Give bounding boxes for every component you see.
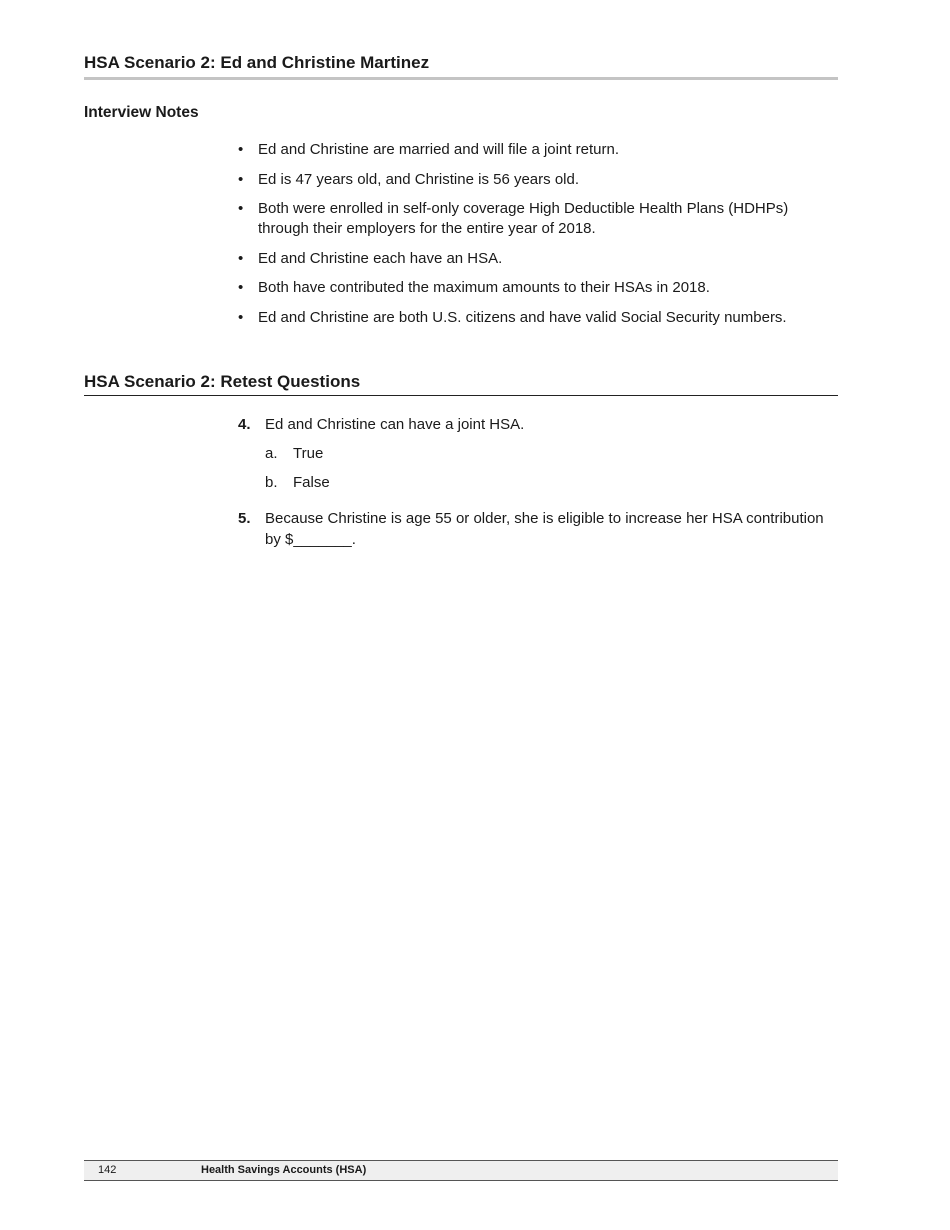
question-text: Because Christine is age 55 or older, she is eligible to increase her HSA contribution by $_______. — [265, 510, 824, 548]
page-number: 142 — [98, 1164, 117, 1176]
section-title-retest: HSA Scenario 2: Retest Questions — [84, 372, 838, 396]
bullet-icon: • — [238, 249, 244, 267]
note-item — [238, 170, 828, 190]
option-letter: b. — [265, 474, 278, 491]
retest-questions — [238, 414, 838, 550]
option-text: True — [293, 445, 324, 462]
note-item — [238, 140, 828, 160]
interview-notes-list — [238, 140, 828, 337]
note-text: Both have contributed the maximum amounts to their HSAs in 2018. — [258, 279, 710, 296]
note-text: Both were enrolled in self-only coverage High Deductible Health Plans (HDHPs) through their employers for the entire year of 2018. — [258, 200, 789, 237]
bullet-icon: • — [238, 308, 244, 326]
note-text: Ed and Christine each have an HSA. — [258, 249, 503, 267]
footer-title: Health Savings Accounts (HSA) — [201, 1164, 367, 1176]
bullet-icon: • — [238, 141, 244, 158]
section-title-interview: HSA Scenario 2: Ed and Christine Martinez — [84, 53, 838, 80]
note-text: Ed is 47 years old, and Christine is 56 years old. — [258, 170, 579, 188]
bullet-icon: • — [238, 170, 244, 188]
question-number: 5. — [238, 510, 251, 527]
page-footer — [84, 1160, 838, 1181]
option-text: False — [293, 474, 330, 491]
question-text: Ed and Christine can have a joint HSA. — [265, 416, 525, 433]
answer-option-false — [265, 472, 838, 493]
note-item — [238, 308, 828, 328]
bullet-icon: • — [238, 279, 244, 296]
note-text: Ed and Christine are both U.S. citizens and have valid Social Security numbers. — [258, 308, 787, 326]
note-text: Ed and Christine are married and will file a joint return. — [258, 141, 620, 158]
note-item — [238, 199, 828, 239]
question-number: 4. — [238, 416, 251, 433]
answer-options — [265, 443, 838, 493]
note-item — [238, 278, 828, 298]
question-4 — [238, 414, 838, 493]
question-5 — [238, 508, 838, 550]
answer-option-true — [265, 443, 838, 464]
note-item — [238, 249, 828, 269]
interview-notes-heading: Interview Notes — [84, 104, 199, 121]
option-letter: a. — [265, 445, 278, 462]
bullet-icon: • — [238, 200, 244, 217]
